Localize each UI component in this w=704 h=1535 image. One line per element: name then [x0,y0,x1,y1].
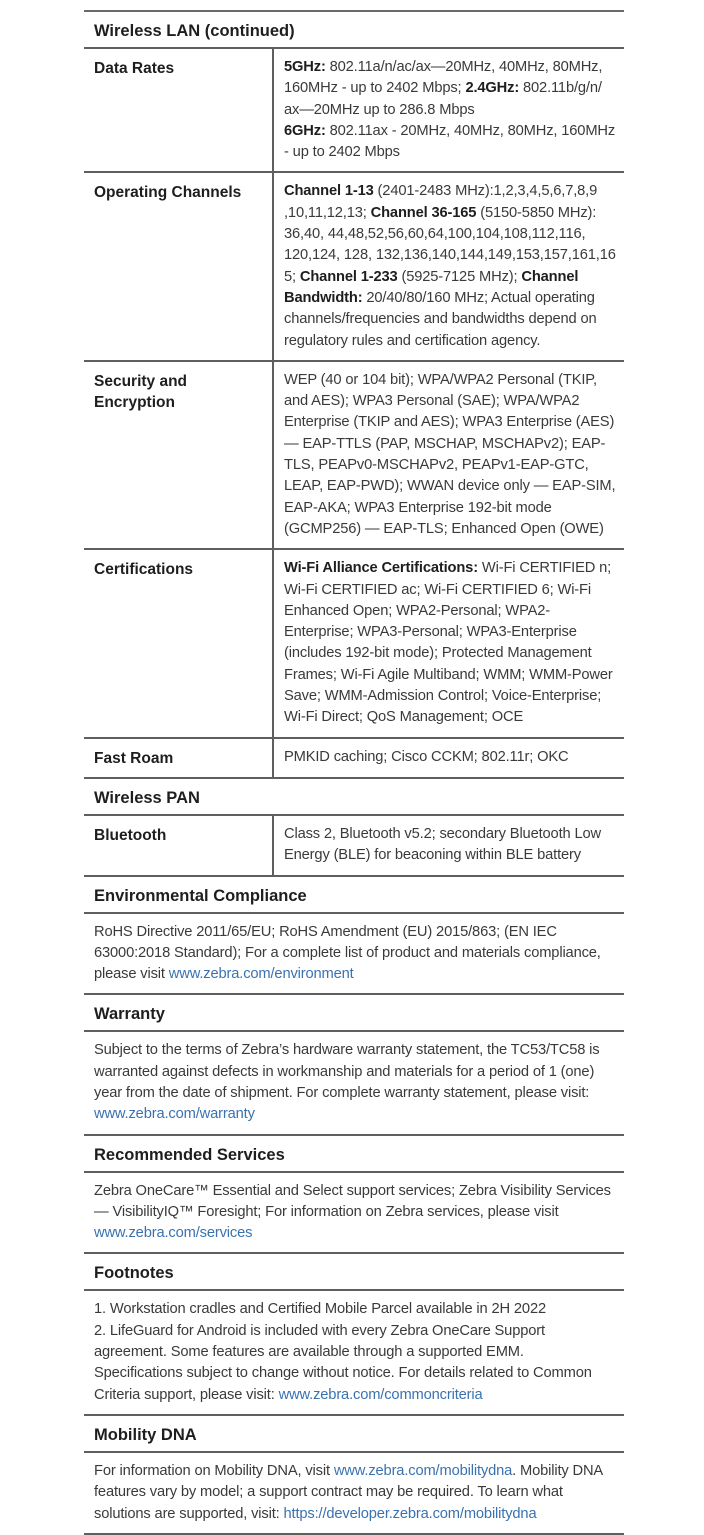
section-heading-mobility-dna: Mobility DNA [84,1416,624,1453]
spec-value: PMKID caching; Cisco CCKM; 802.11r; OKC [284,748,569,765]
spec-label: Data Rates [84,49,274,171]
warranty-text: Subject to the terms of Zebra’s hardware warranty statement, the TC53/TC58 is warranted against defects in workmanship and materials for a period of 1 (one) year from the date of shipment. For complete warranty statement, please visit: www.zebra.com/warranty [84,1032,624,1135]
spec-label: Fast Roam [84,739,274,777]
section-heading-warranty: Warranty [84,995,624,1032]
spec-row-certifications [84,550,624,738]
section-heading-environmental: Environmental Compliance [84,877,624,914]
mobility-dna-text: For information on Mobility DNA, visit www.zebra.com/mobilitydna. Mobility DNA features vary by model; a support contract may be required. To learn what solutions are supported, visit: https://developer.zebra.com/mobilitydna [84,1453,624,1535]
warranty-link[interactable]: www.zebra.com/warranty [94,1106,255,1123]
spec-row-data-rates [84,49,624,173]
developer-mobility-dna-link[interactable]: https://developer.zebra.com/mobilitydna [283,1505,537,1522]
section-heading-wireless-pan: Wireless PAN [84,779,624,816]
section-heading-footnotes: Footnotes [84,1254,624,1291]
spec-label: Bluetooth [84,816,274,875]
footnote-2: 2. LifeGuard for Android is included with every Zebra OneCare Support agreement. Some features are available through a supported EMM. [94,1322,545,1361]
spec-label: Security and Encryption [84,362,274,548]
spec-value: Wi-Fi Alliance Certifications: Wi-Fi CERTIFIED n; Wi-Fi CERTIFIED ac; Wi-Fi CERTIFIED 6; Wi-Fi Enhanced Open; WPA2-Personal; WPA2-Enterprise; WPA3-Personal; WPA3-Enterprise (includes 192-bit mode); Protected Management Frames; Wi-Fi Agile Multiband; WMM; WMM-Power Save; WMM-Admission Control; Voice-Enterprise; Wi-Fi Direct; QoS Management; OCE [284,560,613,726]
spec-row-security [84,362,624,550]
spec-value: Channel 1-13 (2401-2483 MHz):1,2,3,4,5,6,7,8,9 ,10,11,12,13; Channel 36-165 (5150-5850 MHz): 36,40, 44,48,52,56,60,64,100,104,108,112,116, 120,124, 128, 132,136,140,144,149,153,157,161,16 5; Channel 1-233 (5925-7125 MHz); Channel Bandwidth: 20/40/80/160 MHz; Actual operating channels/frequencies and bandwidths depend on regulatory rules and certification agency. [284,183,616,349]
spec-value: WEP (40 or 104 bit); WPA/WPA2 Personal (TKIP, and AES); WPA3 Personal (SAE); WPA/WPA2 Enterprise (TKIP and AES); WPA3 Enterprise (AES) — EAP-TTLS (PAP, MSCHAP, MSCHAPv2); EAP-TLS, PEAPv0-MSCHAPv2, PEAPv1-EAP-GTC, LEAP, EAP-PWD); WWAN device only — EAP-SIM, EAP-AKA; WPA3 Enterprise 192-bit mode (GCMP256) — EAP-TLS; Enhanced Open (OWE) [284,371,616,537]
services-link[interactable]: www.zebra.com/services [94,1225,253,1242]
spec-row-operating-channels [84,173,624,361]
spec-label: Certifications [84,550,274,736]
spec-row-bluetooth [84,816,624,877]
spec-value: 5GHz: 802.11a/n/ac/ax—20MHz, 40MHz, 80MHz, 160MHz - up to 2402 Mbps; 2.4GHz: 802.11b/g/n/ ax—20MHz up to 286.8 Mbps 6GHz: 802.11ax - 20MHz, 40MHz, 80MHz, 160MHz - up to 2402 Mbps [284,59,616,161]
spec-row-fast-roam [84,739,624,779]
common-criteria-link[interactable]: www.zebra.com/commoncriteria [278,1386,483,1403]
environment-link[interactable]: www.zebra.com/environment [168,966,354,983]
section-heading-services: Recommended Services [84,1136,624,1173]
services-text: Zebra OneCare™ Essential and Select support services; Zebra Visibility Services — VisibilityIQ™ Foresight; For information on Zebra services, please visit www.zebra.com/services [84,1173,624,1255]
footnotes-text: 1. Workstation cradles and Certified Mobile Parcel available in 2H 2022 2. LifeGuard for Android is included with every Zebra OneCare Support agreement. Some features are available through a supported EMM. Specifications subject to change without notice. For details related to Common Criteria support, please visit: www.zebra.com/commoncriteria [84,1291,624,1415]
spec-label: Operating Channels [84,173,274,359]
spec-value: Class 2, Bluetooth v5.2; secondary Bluetooth Low Energy (BLE) for beaconing within BLE battery [284,825,601,864]
footnote-1: 1. Workstation cradles and Certified Mobile Parcel available in 2H 2022 [94,1301,546,1318]
mobility-dna-link[interactable]: www.zebra.com/mobilitydna [333,1462,513,1479]
section-heading-wireless-lan: Wireless LAN (continued) [84,12,624,49]
spec-sheet [84,10,624,1535]
environmental-text: RoHS Directive 2011/65/EU; RoHS Amendment (EU) 2015/863; (EN IEC 63000:2018 Standard); For a complete list of product and materials compliance, please visit www.zebra.com/environment [84,914,624,996]
